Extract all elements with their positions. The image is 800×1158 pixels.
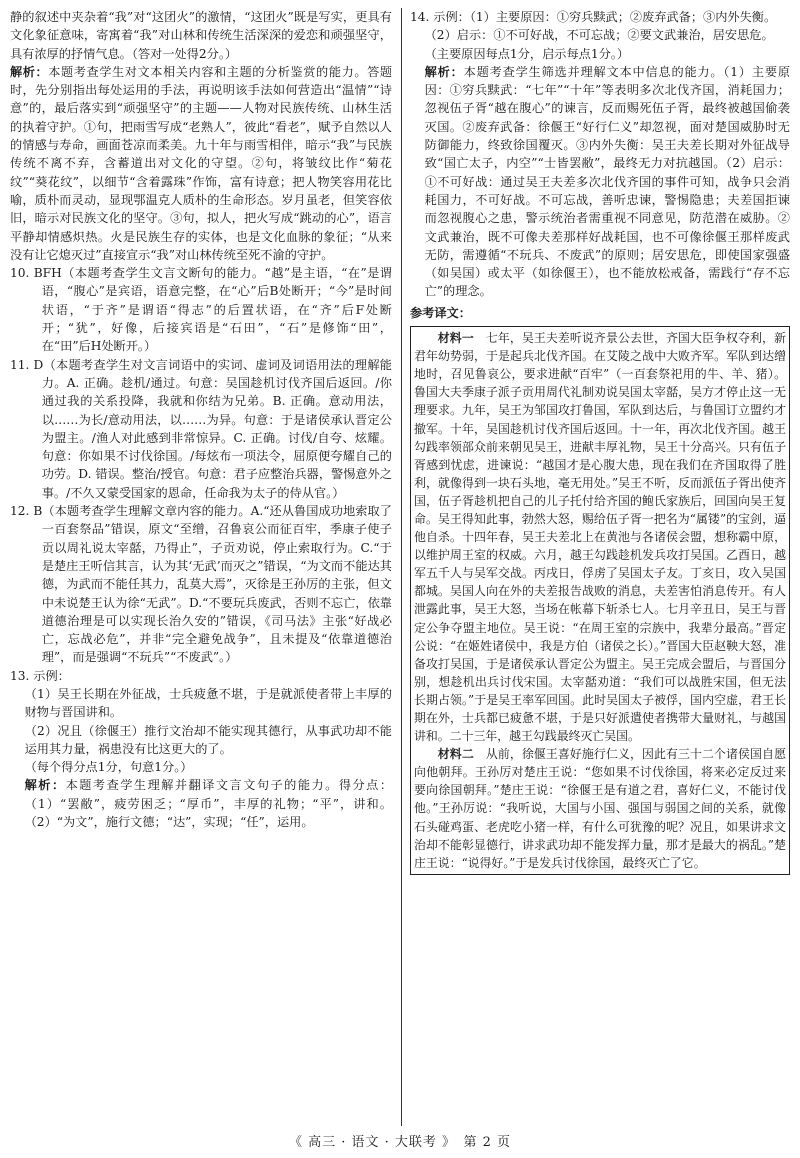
q10-text: （本题考查学生文言文断句的能力。“越”是主语，“在”是谓语，“腹心”是宾语，语意完整，在“心”后B处断开；“今”是时间状语，“于齐”是谓语“得志”的后置状语，在“齐”后F处断开；“犹”，好像，后接宾语是“石田”，“石”是修饰“田”，在“田”后H处断开。）: [41, 266, 392, 354]
material-2-text: 从前，徐偃王喜好施行仁义，因此有三十二个诸侯国自愿向他朝拜。王孙厉对楚庄王说：“您如果不讨伐徐国，将来必定反过来要向徐国朝拜。”楚庄王说：“徐偃王是有道之君，喜好仁义，不能讨伐他。”王孙厉说：“我听说，大国与小国、强国与弱国之间的关系，就像石头碰鸡蛋、老虎吃小猪一样，有什么可犹豫的呢？况且，如果讲求文治却不能彰显德行，讲求武功却不能发挥力量，那才是最大的祸乱。”楚庄王说：“说得好。”于是发兵讨伐徐国，最终灭亡了它。: [414, 747, 786, 870]
q12-text: （本题考查学生理解文章内容的能力。A.“还从鲁国成功地索取了一百套祭品”错误，原文“至缯，召鲁哀公而征百牢，季康子使子贡以周礼说太宰嚭，乃得止”，子贡劝说，停止索取行为。C.“于是楚庄王听信其言，认为其‘无武’而灭之”错误，“为文而不能达其德，为武而不能任其力，乱莫大焉”，灭徐是王孙厉的主张，但文中未说楚王认为徐“无武”。D.“不要玩兵废武，否则不忘亡，依靠道德治理是可以实现长治久安的”错误，《司马法》主张“好战必亡，忘战必危”，并非“完全避免战争”，且未提及“依靠道德治理”，而是强调“不玩兵”“不废武”。）: [41, 504, 392, 665]
q11-number: 11. D: [10, 357, 44, 372]
q12-answer: [10, 502, 392, 667]
material-2: [414, 745, 786, 872]
translation-box: [410, 326, 790, 875]
q13-number: 13. 示例：: [10, 668, 70, 683]
material-2-label: 材料二: [437, 747, 474, 762]
q11-answer: [10, 356, 392, 502]
material-1-label: 材料一: [437, 331, 474, 346]
q10-answer: [10, 264, 392, 355]
q14-reasons: [410, 8, 790, 26]
q13-analysis: [10, 776, 392, 831]
material-1-text: 七年，吴王夫差听说齐景公去世，齐国大臣争权夺利，新君年幼势弱，于是起兵北伐齐国。在艾陵之战中大败齐军。军队到达缯地时，召见鲁哀公，要求进献“百牢”（一百套祭祀用的牛、羊、猪）。鲁国大夫季康子派子贡用周代礼制劝说吴国太宰嚭，吴方才停止这一无理要求。九年，吴王为邹国攻打鲁国，军队到达后，与鲁国订立盟约才撤军。十年，吴国趁机讨伐齐国后返回。十一年，再次北伐齐国。越王勾践率领部众前来朝见吴王，进献丰厚礼物，吴王十分高兴。只有伍子胥感到忧虑，进谏说：“越国才是心腹大患，现在我们在齐国取得了胜利，就像得到一块石头地，毫无用处。”吴王不听，反而派伍子胥出使齐国，伍子胥趁机把自己的儿子托付给齐国的鲍氏家族后，回国向吴王复命。吴王得知此事，勃然大怒，赐给伍子胥一把名为“属镂”的宝剑，逼他自杀。十四年春，吴王夫差北上在黄池与各诸侯会盟，想称霸中原，以维护周王室的权威。六月，越王勾践趁机发兵攻打吴国。乙酉日，越军五千人与吴军交战。丙戌日，俘虏了吴国太子友。丁亥日，攻入吴国都城。吴国人向在外的夫差报告战败的消息，夫差害怕消息传开。有人泄露此事，吴王大怒，当场在帐幕下斩杀七人。七月辛丑日，吴王与晋定公争夺盟主地位。吴王说：“在周王室的宗族中，我辈分最高。”晋定公说：“在姬姓诸侯中，我是方伯（诸侯之长）。”晋国大臣赵鞅大怒，准备攻打吴国，于是诸侯承认晋定公为盟主。吴王完成会盟后，与晋国分别，想趁机出兵讨伐宋国。太宰嚭劝道：“我们可以战胜宋国，但无法长期占领。”于是吴王率军回国。此时吴国太子被俘，国内空虚，君王长期在外，士兵都已疲惫不堪，于是只好派遣使者携带大量财礼，与越国讲和。二十三年，越王勾践最终灭亡吴国。: [414, 331, 786, 744]
page-footer: 《 高三 · 语文 · 大联考 》 第 2 页: [288, 1135, 512, 1150]
q10-number: 10. BFH: [10, 266, 62, 281]
q13-analysis-label: 解析：: [24, 778, 66, 793]
right-column: [410, 8, 790, 875]
q13-score: （每个得分点1分，句意1分。）: [24, 760, 193, 775]
material-1: [414, 329, 786, 745]
q14-number: 14. 示例：: [410, 10, 470, 24]
q13-item-1: （1）吴王长期在外征战，士兵疲惫不堪，于是就派使者带上丰厚的财物与晋国讲和。: [24, 686, 392, 720]
q12-number: 12. B: [10, 504, 43, 519]
reference-translation-heading: 参考译文：: [410, 305, 471, 320]
q14-score: （主要原因每点1分，启示每点1分。）: [424, 46, 630, 61]
q9-answer-tail: 静的叙述中夹杂着“我”对“这团火”的激情，“这团火”既是写实，更具有文化象征意味，寄寓着“我”对山林和传统生活深深的爱恋和顽强坚守，具有浓厚的抒情气息。（答对一处得2分。）: [10, 10, 392, 61]
q14-analysis: [410, 63, 790, 301]
q9-analysis: [10, 63, 392, 264]
q13-analysis-text: 本题考查学生理解并翻译文言文句子的能力。得分点：（1）“罢敝”，疲劳困乏；“厚币”，丰厚的礼物；“平”，讲和。（2）“为文”，施行文德；“达”，实现；“任”，运用。: [24, 778, 393, 830]
column-divider: [401, 8, 402, 1126]
analysis-label: 解析：: [10, 64, 49, 79]
q13-item-2: （2）况且（徐偃王）推行文治却不能实现其德行，从事武功却不能运用其力量，祸患没有比这更大的了。: [24, 723, 392, 756]
q11-text: （本题考查学生对文言词语中的实词、虚词及词语用法的理解能力。A. 正确。趁机/通过。句意：吴国趁机讨伐齐国后返回。/你通过我的关系投降，我就和你结为兄弟。B. 正确。意动用法，以……为长/意动用法，以……为异。句意：于是诸侯承认晋定公为盟主。/渔人对此感到非常惊异。C. 正确。讨伐/自夸、炫耀。句意：你如果不讨伐徐国。/每炫布一项法令，屈原便夸耀自己的功劳。D. 错误。整治/授官。句意：君子应整治兵器，警惕意外之事。/不久又蒙受国家的恩命，任命我为太子的侍从官。）: [41, 357, 392, 500]
q14-analysis-label: 解析：: [424, 64, 464, 79]
q14-analysis-text: 本题考查学生筛选并理解文本中信息的能力。（1）主要原因：①穷兵黩武：“七年”“十年”等表明多次北伐齐国，消耗国力；忽视伍子胥“越在腹心”的谏言，反而赐死伍子胥，最终被越国偷袭灭国。②废弃武备：徐偃王“好行仁义”却忽视，面对楚国威胁时无防御能力，终致徐国覆灭。③内外失衡：吴王夫差长期对外征战导致“国亡太子，内空”“士皆罢敝”，最终无力对抗越国。（2）启示：①不可好战：通过吴王夫差多次北伐齐国的事件可知，战争只会消耗国力，不可好战。不可忘战，善听忠谏，警惕隐患；夫差国拒谏而忽视腹心之患，警示统治者需重视不同意见，防范潜在威胁。②文武兼治，既不可像夫差那样好战耗国，也不可像徐偃王那样废武无防，需遵循“不玩兵、不废武”的原则；居安思危，即使国家强盛（如吴国）或太平（如徐偃王），也不能放松戒备，需践行“存不忘亡”的理念。: [424, 64, 791, 299]
left-column: [10, 8, 392, 831]
q14-reasons-text: （1）主要原因：①穷兵黩武；②废弃武备；③内外失衡。: [469, 10, 777, 24]
analysis-text: 本题考查学生对文本相关内容和主题的分析鉴赏的能力。答题时，先分别指出每处运用的手法，再说明该手法如何营造出“温情”“诗意”的，最后落实到“顽强坚守”的主题——人物对民族传统、山林生活的执着守护。①句，把雨雪写成“老熟人”，彼此“看老”，赋予自然以人的情感与寿命，画面苍凉而柔美。九十年与雨雪相伴，暗示“我”与民族传统不离不弃，含蓄道出对文化的守望。②句，将皱纹比作“菊花纹”“葵花纹”，以细节“含着露珠”作饰，富有诗意；把人物笑容用花比喻，质朴而灵动，显现鄂温克人质朴的生命形态。岁月虽老，但笑容依旧，暗示对民族文化的坚守。③句，拟人，把火写成“跳动的心”，语言平静却情感炽热。火是民族生存的实体，也是文化血脉的象征；“从来没有让它熄灭过”直接宣示“我”对山林传统至死不渝的守护。: [10, 64, 393, 262]
q14-insight: （2）启示：①不可好战，不可忘战；②要文武兼治，居安思危。: [424, 28, 774, 43]
